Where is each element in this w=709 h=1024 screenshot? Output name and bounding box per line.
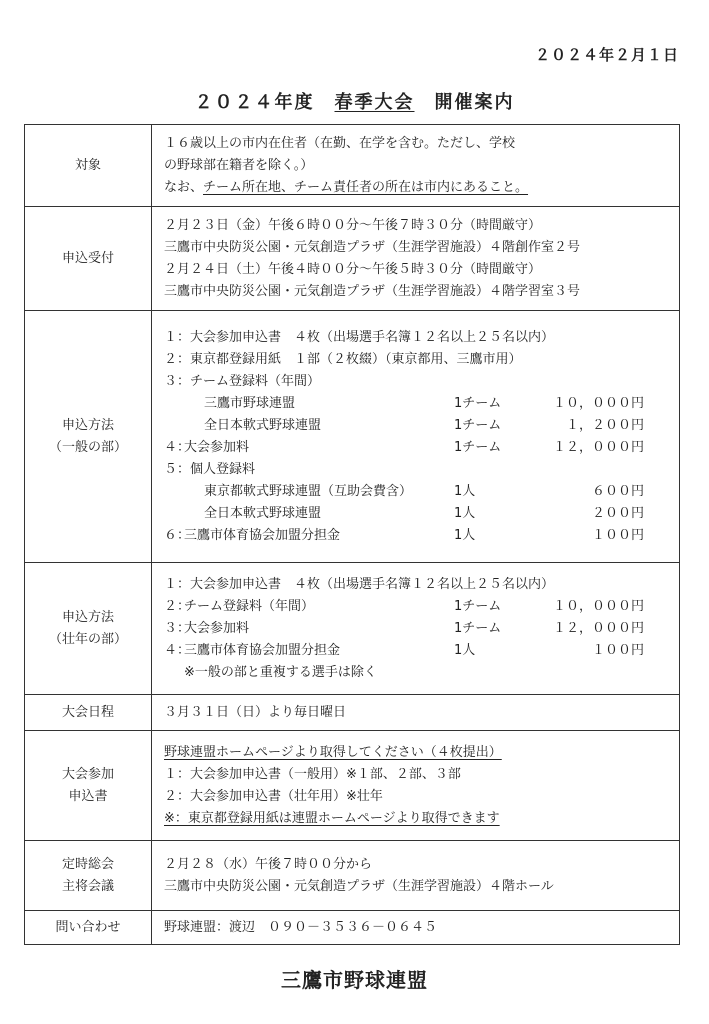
row-senior (25, 563, 680, 695)
fee-amount: １２，０００円 (552, 439, 644, 455)
fee-amount: １００円 (591, 527, 644, 543)
item-number: ２： (164, 598, 191, 614)
fee-amount: １０，０００円 (552, 598, 644, 614)
fee-amount: ６００円 (591, 483, 644, 499)
senior-item-1: １：大会参加申込書 ４枚（出場選手名簿１２名以上２５名以内） (164, 576, 555, 592)
document-date: ２０２４年２月１日 (534, 46, 679, 64)
general-item-3: ３：チーム登録料（年間） (164, 373, 321, 389)
row-eligibility (25, 125, 680, 207)
meeting-line: ２月２８（水）午後７時００分から (164, 856, 373, 872)
eligibility-note-prefix: なお、 (164, 179, 204, 195)
fee-name: 三鷹市野球連盟 (204, 395, 296, 411)
fee-unit: 1チーム (454, 395, 502, 411)
general-item-4 (164, 437, 671, 459)
fee-name: 東京都軟式野球連盟（互助会費含） (204, 483, 413, 499)
eligibility-line: の野球部在籍者を除く。） (164, 157, 314, 173)
forms-line-general: １：大会参加申込書（一般用）※１部、２部、３部 (164, 766, 461, 782)
item-number: ６： (164, 527, 191, 543)
reception-line: ２月２３日（金）午後６時００分～午後７時３０分（時間厳守） (164, 217, 542, 233)
row-contact (25, 911, 680, 945)
row-forms (25, 731, 680, 841)
schedule-label: 大会日程 (25, 695, 152, 731)
fee-name: 大会参加料 (184, 620, 250, 636)
senior-label (25, 563, 152, 695)
meeting-content (152, 841, 680, 911)
general-label (25, 311, 152, 563)
contact-label: 問い合わせ (25, 911, 152, 945)
fee-name: チーム登録料（年間） (184, 598, 315, 614)
general-item-1: １：大会参加申込書 ４枚（出場選手名簿１２名以上２５名以内） (164, 329, 555, 345)
meeting-label-line1: 定時総会 (61, 856, 114, 872)
senior-content (152, 563, 680, 695)
fee-unit: 1チーム (454, 620, 502, 636)
reception-line: ２月２４日（土）午後４時００分～午後５時３０分（時間厳守） (164, 261, 542, 277)
forms-label-line1: 大会参加 (61, 766, 114, 782)
senior-item-3 (164, 618, 671, 640)
forms-label (25, 731, 152, 841)
fee-unit: 1人 (454, 642, 476, 658)
meeting-line: 三鷹市中央防災公園・元気創造プラザ（生涯学習施設）４階ホール (164, 878, 554, 894)
row-schedule (25, 695, 680, 731)
general-content (152, 311, 680, 563)
fee-amount: １０，０００円 (552, 395, 644, 411)
eligibility-line (164, 177, 671, 199)
senior-item-2 (164, 596, 671, 618)
fee-unit: 1チーム (454, 439, 502, 455)
fee-unit: 1人 (454, 483, 476, 499)
meeting-label-line2: 主将会議 (61, 878, 114, 894)
item-number: ３： (164, 620, 191, 636)
fee-amount: １００円 (591, 642, 644, 658)
info-table (24, 124, 680, 945)
fee-amount: １，２００円 (565, 417, 644, 433)
fee-unit: 1人 (454, 505, 476, 521)
page-title (0, 88, 709, 114)
senior-note: ※一般の部と重複する選手は除く (184, 664, 377, 680)
fee-name: 全日本軟式野球連盟 (204, 417, 322, 433)
title-year: ２０２４年度 (194, 92, 315, 113)
fee-unit: 1チーム (454, 417, 502, 433)
general-item-5: ５：個人登録料 (164, 461, 256, 477)
senior-item-4 (164, 640, 671, 662)
reception-line: 三鷹市中央防災公園・元気創造プラザ（生涯学習施設）４階創作室２号 (164, 239, 581, 255)
reception-content (152, 207, 680, 311)
general-item-2: ２：東京都登録用紙 １部（２枚綴）（東京都用、三鷹市用） (164, 351, 522, 367)
forms-line-senior: ２：大会参加申込書（壮年用）※壮年 (164, 788, 383, 804)
forms-label-line2: 申込書 (68, 788, 108, 804)
fee-amount: １２，０００円 (552, 620, 644, 636)
fee-name: 全日本軟式野球連盟 (204, 505, 322, 521)
item-number: ４： (164, 439, 191, 455)
reception-label: 申込受付 (25, 207, 152, 311)
eligibility-label: 対象 (25, 125, 152, 207)
fee-row-mitaka (164, 393, 671, 415)
forms-line-note: ※：東京都登録用紙は連盟ホームページより取得できます (164, 810, 500, 826)
senior-label-line2: （壮年の部） (48, 631, 127, 647)
fee-unit: 1チーム (454, 598, 502, 614)
fee-unit: 1人 (454, 527, 476, 543)
row-meeting (25, 841, 680, 911)
row-general (25, 311, 680, 563)
fee-row-zennihon-individual (164, 503, 671, 525)
general-label-line2: （一般の部） (48, 439, 127, 455)
fee-name: 三鷹市体育協会加盟分担金 (184, 527, 341, 543)
eligibility-line: １６歳以上の市内在住者（在勤、在学を含む。ただし、学校 (164, 135, 516, 151)
forms-line-download: 野球連盟ホームページより取得してください（４枚提出） (164, 744, 502, 760)
reception-line: 三鷹市中央防災公園・元気創造プラザ（生涯学習施設）４階学習室３号 (164, 283, 581, 299)
fee-row-tokyo (164, 481, 671, 503)
general-item-6 (164, 525, 671, 547)
row-reception (25, 207, 680, 311)
fee-amount: ２００円 (591, 505, 644, 521)
item-number: ４： (164, 642, 191, 658)
meeting-label (25, 841, 152, 911)
schedule-text: ３月３１日（日）より毎日曜日 (152, 695, 680, 731)
title-suffix: 開催案内 (434, 92, 515, 113)
senior-label-line1: 申込方法 (61, 609, 114, 625)
organization-name: 三鷹市野球連盟 (281, 968, 428, 992)
fee-name: 大会参加料 (184, 439, 250, 455)
eligibility-content (152, 125, 680, 207)
forms-content (152, 731, 680, 841)
contact-text: 野球連盟：渡辺 ０９０－３５３６－０６４５ (152, 911, 680, 945)
eligibility-note-underlined: チーム所在地、チーム責任者の所在は市内にあること。 (203, 179, 529, 195)
fee-name: 三鷹市体育協会加盟分担金 (184, 642, 341, 658)
fee-row-zennihon (164, 415, 671, 437)
general-label-line1: 申込方法 (61, 417, 114, 433)
title-event: 春季大会 (334, 92, 415, 113)
